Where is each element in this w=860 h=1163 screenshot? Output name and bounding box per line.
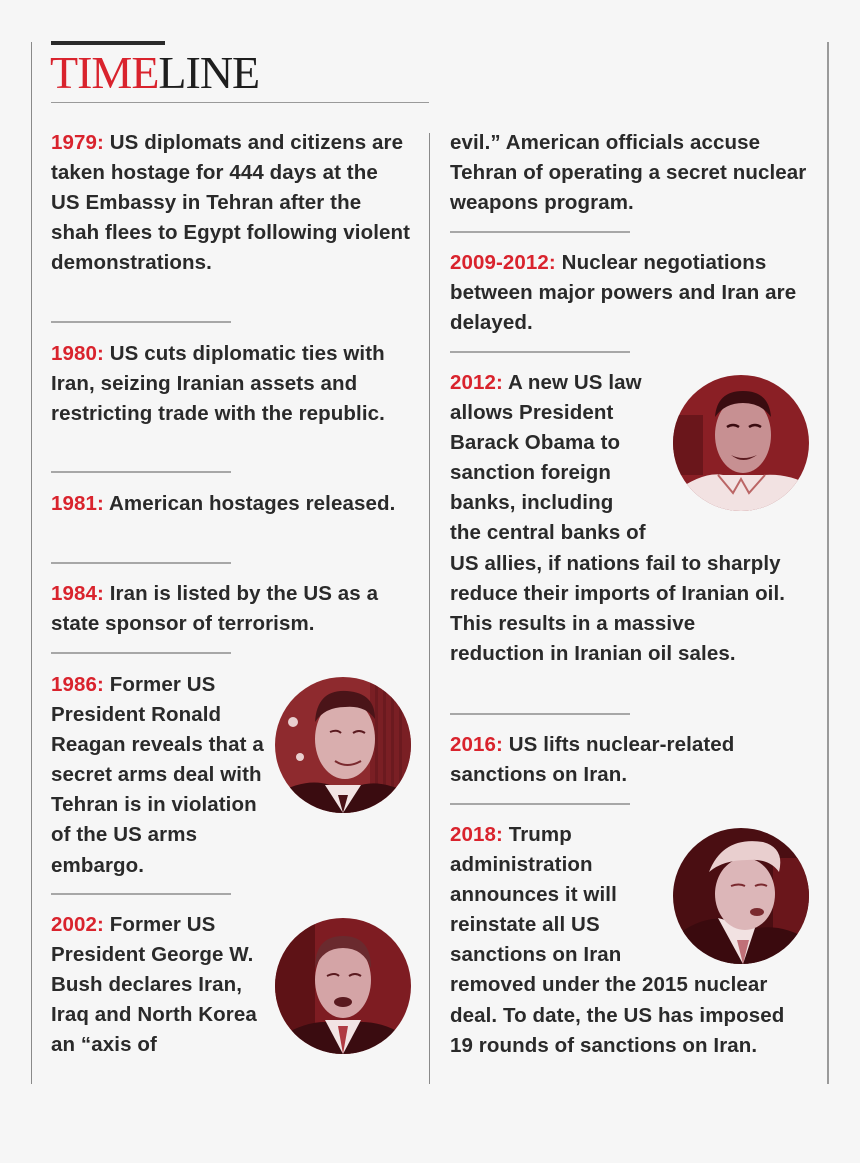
entry-year: 2002: — [51, 913, 104, 936]
portrait-bush — [275, 918, 411, 1054]
divider-rule — [450, 351, 630, 353]
bush-photo-icon — [275, 918, 411, 1054]
timeline-entry-2002 — [51, 910, 271, 1060]
title-dark-part: LINE — [158, 47, 260, 98]
entry-year: 2018: — [450, 823, 503, 846]
page-title — [50, 47, 260, 98]
entry-text: Former US President Ronald Reagan reveals that a secret arms deal with Tehran is in violation of the US arms embargo. — [51, 673, 264, 877]
entry-text: US diplomats and citizens are taken hostage for 444 days at the US Embassy in Tehran after the shah flees to Egypt following violent demonstrations. — [51, 131, 411, 275]
entry-text: US lifts nuclear-related sanctions on Iran. — [450, 733, 735, 787]
entry-text: Iran is listed by the US as a state sponsor of terrorism. — [51, 582, 379, 636]
timeline-entry-1980 — [51, 339, 411, 429]
divider-rule — [51, 321, 231, 323]
divider-rule — [450, 803, 630, 805]
portrait-reagan — [275, 677, 411, 813]
timeline-entry-2016 — [450, 730, 815, 790]
divider-rule — [450, 231, 630, 233]
obama-photo-icon — [673, 375, 809, 511]
frame-right-border — [827, 42, 829, 1084]
entry-year: 1986: — [51, 673, 104, 696]
trump-photo-icon — [673, 828, 809, 964]
divider-rule — [450, 713, 630, 715]
divider-rule — [51, 652, 231, 654]
timeline-entry-1981 — [51, 489, 411, 519]
entry-text: Nuclear negotiations between major powers and Iran are delayed. — [450, 251, 797, 335]
portrait-trump — [673, 828, 809, 964]
entry-year: 1984: — [51, 582, 104, 605]
entry-year: 1981: — [51, 492, 104, 515]
divider-rule — [51, 562, 231, 564]
timeline-entry-1984 — [51, 579, 411, 639]
entry-text: A new US law allows President Barack Obama to sanction foreign banks, including the central banks of US allies, if nations fail to sharply reduce their imports of Iranian oil. This results in a massive reduction in Iranian oil sales. — [450, 371, 786, 665]
portrait-obama — [673, 375, 809, 511]
timeline-entry-2009-2012 — [450, 248, 815, 338]
divider-rule — [51, 471, 231, 473]
entry-text: US cuts diplomatic ties with Iran, seizing Iranian assets and restricting trade with the republic. — [51, 342, 385, 426]
entry-text: American hostages released. — [103, 492, 396, 515]
entry-text: evil.” American officials accuse Tehran of operating a secret nuclear weapons program. — [450, 131, 807, 215]
entry-text: Trump administration announces it will reinstate all US sanctions on Iran removed under the 2015 nuclear deal. To date, the US has imposed 19 rounds of sanctions on Iran. — [450, 823, 785, 1057]
column-divider — [429, 133, 430, 1084]
timeline-entry-2002-continued — [450, 128, 815, 218]
timeline-entry-1986 — [51, 670, 281, 881]
timeline-entry-1979 — [51, 128, 411, 278]
frame-left-border — [31, 42, 32, 1084]
divider-rule — [51, 893, 231, 895]
entry-year: 2016: — [450, 733, 503, 756]
entry-year: 2012: — [450, 371, 503, 394]
entry-year: 1979: — [51, 131, 104, 154]
entry-year: 1980: — [51, 342, 104, 365]
title-accent-bar — [51, 41, 165, 45]
title-rule — [51, 102, 429, 103]
reagan-photo-icon — [275, 677, 411, 813]
entry-text: Former US President George W. Bush declares Iran, Iraq and North Korea an “axis of — [51, 913, 257, 1057]
entry-year: 2009-2012: — [450, 251, 556, 274]
title-red-part: TIME — [50, 47, 159, 98]
